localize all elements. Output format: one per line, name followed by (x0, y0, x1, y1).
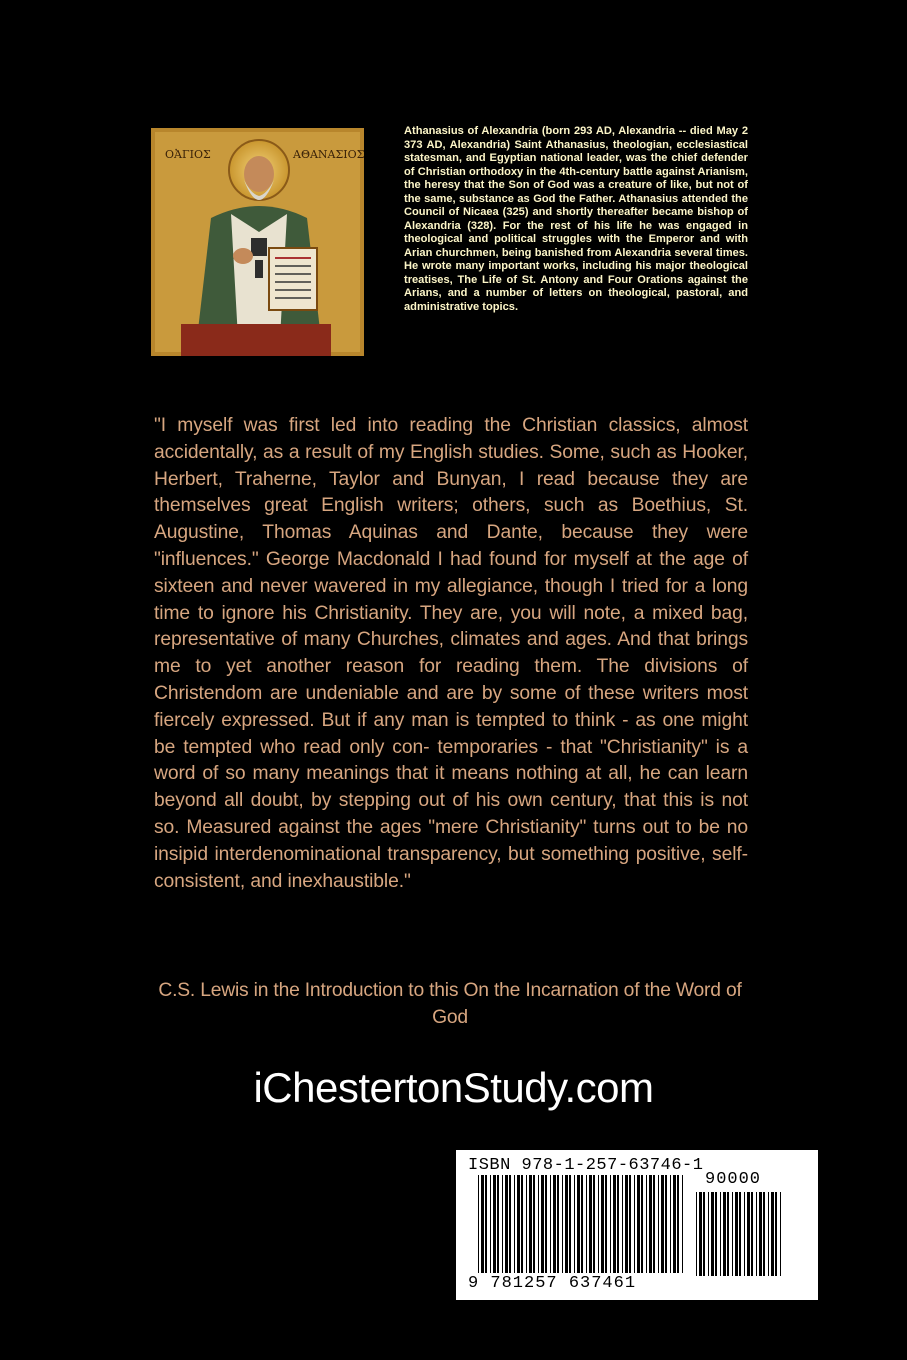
barcode-bar (533, 1175, 535, 1273)
barcode-bar (720, 1192, 721, 1276)
barcode-bar (526, 1175, 527, 1273)
barcode-bar (665, 1175, 667, 1273)
barcode-bar (529, 1175, 532, 1273)
barcode-bar (756, 1192, 757, 1276)
barcode-bar (550, 1175, 551, 1273)
barcode-bar (545, 1175, 547, 1273)
barcode-bar (708, 1192, 709, 1276)
barcode-bar (485, 1175, 487, 1273)
icon-painting (151, 128, 364, 356)
barcode-bar (553, 1175, 556, 1273)
barcode-bar (673, 1175, 676, 1273)
barcode-digits: 9 781257 637461 (468, 1274, 637, 1293)
barcode-bar (617, 1175, 619, 1273)
barcode-bar (601, 1175, 604, 1273)
barcode-bar (497, 1175, 499, 1273)
isbn-label: ISBN 978-1-257-63746-1 (468, 1156, 704, 1175)
barcode-bar (629, 1175, 631, 1273)
icon-inscription-left: ΟἈΓΙΟΣ (165, 148, 211, 161)
barcode-bar (759, 1192, 762, 1276)
barcode-bar (625, 1175, 628, 1273)
barcode-bar (577, 1175, 580, 1273)
barcode-bar (502, 1175, 503, 1273)
author-biography: Athanasius of Alexandria (born 293 AD, Alexandria -- died May 2 373 AD, Alexandria) Saint Athanasius, theologian, ecclesiastical statesman, and Egyptian national leader, was the chief defender of Christian orthodoxy in the 4th-century battle against Arianism, the heresy that the Son of God was a creature of like, but not of the same, substance as God the Father. Athanasius attended the Council of Nicaea (325) and shortly thereafter became bishop of Alexandria (328). For the rest of his life he was engaged in theological and political struggles with the Emperor and with Arian churchmen, being banished from Alexandria several times. He wrote many important works, including his major theological treatises, The Life of St. Antony and Four Orations against the Arians, and a number of letters on theological, pastoral, and administrative topics. (404, 125, 748, 313)
barcode-bar (557, 1175, 559, 1273)
barcode-bar (610, 1175, 611, 1273)
barcode-bar (723, 1192, 726, 1276)
barcode-bar (682, 1175, 683, 1273)
barcode-bar (581, 1175, 583, 1273)
barcode-bar (637, 1175, 640, 1273)
barcode-bar (670, 1175, 671, 1273)
barcode-bar (768, 1192, 769, 1276)
addon-bars (696, 1192, 788, 1282)
barcode-bar (521, 1175, 523, 1273)
barcode-bar (661, 1175, 664, 1273)
barcode-bar (744, 1192, 745, 1276)
barcode-bar (605, 1175, 607, 1273)
isbn-barcode (456, 1150, 818, 1300)
barcode-bar (711, 1192, 714, 1276)
barcode-bar (653, 1175, 655, 1273)
barcode-bar (780, 1192, 781, 1276)
barcode-bar (622, 1175, 623, 1273)
barcode-bar (703, 1192, 705, 1276)
barcode-bar (509, 1175, 511, 1273)
barcode-bar (593, 1175, 595, 1273)
barcode-bar (613, 1175, 616, 1273)
barcode-bar (538, 1175, 539, 1273)
barcode-bar (732, 1192, 733, 1276)
barcode-bar (517, 1175, 520, 1273)
barcode-bar (598, 1175, 599, 1273)
barcode-bar (569, 1175, 571, 1273)
barcode-bar (478, 1175, 479, 1273)
barcode-bar (589, 1175, 592, 1273)
barcode-bar (747, 1192, 750, 1276)
saint-athanasius-icon-image (151, 128, 364, 356)
ean13-bars (478, 1175, 688, 1279)
barcode-bar (541, 1175, 544, 1273)
cs-lewis-quote: "I myself was first led into reading the Christian classics, almost accidentally, as a result of my English studies. Some, such as Hooker, Herbert, Traherne, Taylor and Bunyan, I read because they are themselves great English writers; others, such as Boethius, St. Augustine, Thomas Aquinas and Dante, because they were "influences." George Macdonald I had found for myself at the age of sixteen and never wavered in my allegiance, though I tried for a long time to ignore his Christianity. They are, you will note, a mixed bag, representative of many Churches, climates and ages. And that brings me to yet another reason for reading them. The divisions of Christendom are undeniable and are by some of these writers most fiercely expressed. But if any man is tempted to think - as one might be tempted who read only con- temporaries - that "Christianity" is a word of so many meanings that it means nothing at all, he can learn beyond all doubt, by stepping out of his own century, that this is not so. Measured against the ages "mere Christianity" turns out to be no insipid interdenominational transparency, but something positive, self-consistent, and inexhaustible." (154, 415, 748, 892)
barcode-bar (735, 1192, 738, 1276)
barcode-bar (562, 1175, 563, 1273)
barcode-bar (649, 1175, 652, 1273)
addon-digits: 90000 (705, 1170, 762, 1189)
barcode-bar (565, 1175, 568, 1273)
barcode-bar (574, 1175, 575, 1273)
barcode-bar (775, 1192, 777, 1276)
barcode-bar (505, 1175, 508, 1273)
barcode-bar (696, 1192, 697, 1276)
barcode-bar (658, 1175, 659, 1273)
barcode-bar (481, 1175, 484, 1273)
barcode-bar (490, 1175, 491, 1273)
barcode-bar (646, 1175, 647, 1273)
barcode-bar (514, 1175, 515, 1273)
barcode-bar (715, 1192, 717, 1276)
barcode-bar (771, 1192, 774, 1276)
barcode-bar (586, 1175, 587, 1273)
icon-inscription-right: ΑΘΑΝΑΣΙΟΣ (293, 148, 364, 161)
barcode-bar (641, 1175, 643, 1273)
barcode-bar (727, 1192, 729, 1276)
barcode-bar (763, 1192, 765, 1276)
barcode-bar (677, 1175, 679, 1273)
barcode-bar (751, 1192, 753, 1276)
barcode-bar (493, 1175, 496, 1273)
barcode-bar (739, 1192, 741, 1276)
barcode-bar (699, 1192, 702, 1276)
barcode-bar (634, 1175, 635, 1273)
website-url: iChestertonStudy.com (253, 1064, 654, 1111)
quote-attribution: C.S. Lewis in the Introduction to this On the Incarnation of the Word of God (158, 980, 742, 1028)
